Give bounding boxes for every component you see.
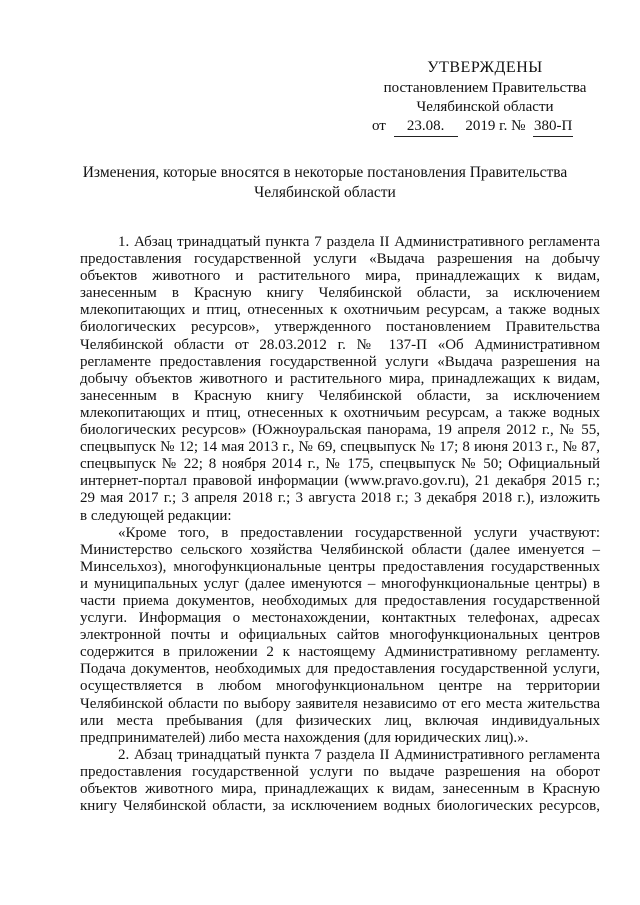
- text-line: и муниципальных услуг (далее именуются – многофункциональные центры) в: [80, 575, 600, 592]
- paragraph-2: [80, 525, 600, 747]
- text-line: части приема документов, необходимых для предоставления государственной: [80, 592, 600, 609]
- text-line: Министерство сельского хозяйства Челябинской области (далее именуется –: [80, 541, 600, 558]
- text-line: Подача документов, необходимых для предоставления государственной услуги,: [80, 661, 600, 678]
- document-heading: [60, 163, 590, 203]
- text-line: Челябинской области по выбору заявителя независимо от его места жительства: [80, 695, 600, 712]
- text-line: или места пребывания (для физических лиц, включая индивидуальных: [80, 712, 600, 729]
- heading-line-2: Челябинской области: [254, 184, 396, 201]
- text-line: млекопитающих и птиц, отнесенных к охотничьим ресурсам, а также водных: [80, 302, 600, 319]
- text-line: книгу Челябинской области, за исключением водных биологических ресурсов,: [80, 798, 600, 815]
- text-line: услуги. Информация о местонахождении, контактных телефонах, адресах: [80, 610, 600, 627]
- paragraph-3: [80, 747, 600, 815]
- text-line: Челябинской области от 28.03.2012 г. № 137-П «Об Административном: [80, 336, 600, 353]
- date-prefix: от: [372, 118, 386, 134]
- approval-dateline: [360, 117, 610, 137]
- paragraph-1: [80, 234, 600, 525]
- text-line: осуществляется в любом многофункциональном центре на территории: [80, 678, 600, 695]
- text-line: добычу объектов животного и растительного мира, принадлежащих к видам,: [80, 370, 600, 387]
- text-line: 2. Абзац тринадцатый пункта 7 раздела II Административного регламента: [118, 746, 600, 763]
- text-line: предпринимателей) либо места нахождения (для юридических лиц).».: [80, 729, 529, 746]
- approval-line-1: постановлением Правительства: [383, 80, 587, 96]
- text-line: содержится в приложении 2 к настоящему Административному регламенту.: [80, 644, 600, 661]
- text-line: предоставления государственной услуги «Выдача разрешения на добычу: [80, 251, 600, 268]
- text-line: «Кроме того, в предоставлении государственной услуги участвуют:: [118, 524, 600, 541]
- text-line: 1. Абзац тринадцатый пункта 7 раздела II Административного регламента: [118, 234, 600, 250]
- approval-line-2: Челябинской области: [416, 99, 554, 115]
- text-line: интернет-портал правовой информации (www.pravo.gov.ru), 21 декабря 2015 г.;: [80, 473, 600, 490]
- text-line: биологических ресурсов», утвержденного постановлением Правительства: [80, 319, 600, 336]
- text-line: млекопитающих и птиц, отнесенных к охотничьим ресурсам, а также водных: [80, 404, 600, 421]
- heading-line-1: Изменения, которые вносятся в некоторые постановления Правительства: [82, 164, 568, 181]
- approval-number: 380-П: [533, 117, 573, 137]
- text-line: биологических ресурсов» (Южноуральская панорама, 19 апреля 2012 г., № 55,: [80, 422, 600, 439]
- text-line: в следующей редакции:: [80, 507, 232, 524]
- approval-date: 23.08.: [394, 117, 458, 137]
- document-body: [80, 234, 600, 815]
- approval-block: [360, 58, 610, 137]
- text-line: объектов животного и растительного мира, принадлежащих к видам,: [80, 268, 600, 285]
- text-line: занесенным в Красную книгу Челябинской области, за исключением: [80, 387, 600, 404]
- text-line: регламенте предоставления государственной услуги «Выдача разрешения на: [80, 353, 600, 370]
- text-line: электронной почты и официальных сайтов многофункциональных центров: [80, 627, 600, 644]
- text-line: занесенным в Красную книгу Челябинской области, за исключением: [80, 285, 600, 302]
- text-line: Минсельхоз), многофункциональные центры предоставления государственных: [80, 558, 600, 575]
- text-line: спецвыпуск № 22; 8 ноября 2014 г., № 175, спецвыпуск № 50; Официальный: [80, 456, 600, 473]
- text-line: спецвыпуск № 12; 14 мая 2013 г., № 69, спецвыпуск № 17; 8 июня 2013 г., № 87,: [80, 439, 600, 456]
- number-sign: №: [511, 118, 526, 134]
- text-line: предоставления государственной услуги по выдаче разрешения на оборот: [80, 763, 600, 780]
- text-line: 29 мая 2017 г.; 3 апреля 2018 г.; 3 августа 2018 г.; 3 декабря 2018 г.), изложить: [80, 490, 600, 507]
- approval-year: 2019 г.: [465, 118, 508, 134]
- approval-title: УТВЕРЖДЕНЫ: [427, 59, 543, 76]
- text-line: объектов животного мира, принадлежащих к видам, занесенным в Красную: [80, 781, 600, 797]
